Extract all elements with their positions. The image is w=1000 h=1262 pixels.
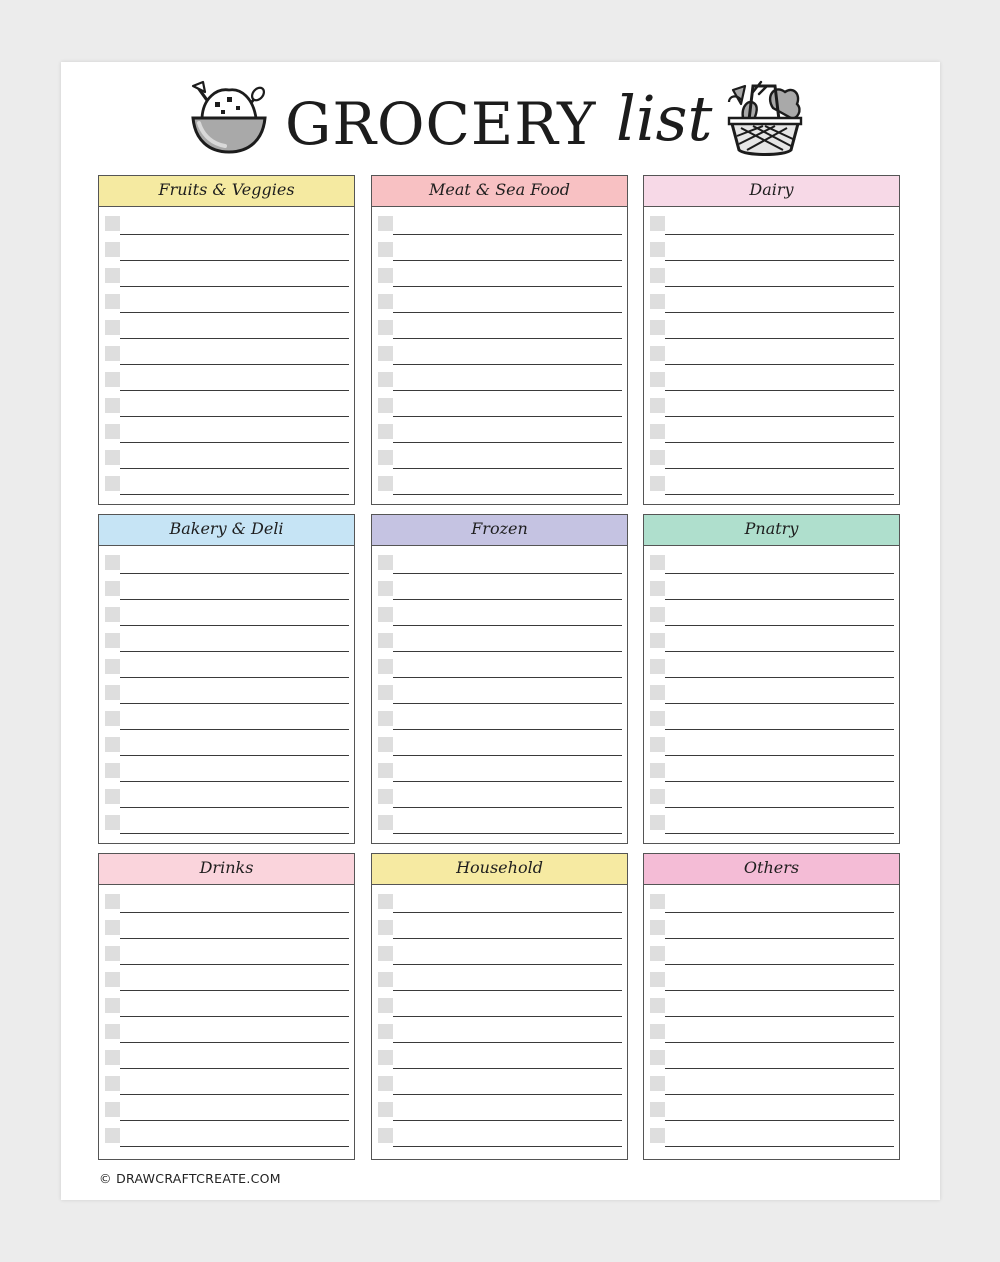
list-item (377, 548, 622, 574)
list-item (377, 261, 622, 287)
list-item (104, 965, 349, 991)
item-checkbox[interactable] (105, 398, 120, 413)
item-checkbox[interactable] (650, 972, 665, 987)
list-item (377, 574, 622, 600)
list-item (377, 965, 622, 991)
list-item (649, 939, 894, 965)
list-item (377, 808, 622, 834)
list-item (649, 678, 894, 704)
list-item (104, 782, 349, 808)
list-item (104, 1043, 349, 1069)
section-items (644, 885, 899, 1147)
section-items (372, 546, 627, 834)
item-checkbox[interactable] (650, 1128, 665, 1143)
list-item (649, 626, 894, 652)
grocery-list-sheet (61, 62, 940, 1200)
list-item (649, 574, 894, 600)
list-item (104, 313, 349, 339)
list-item (377, 235, 622, 261)
item-checkbox[interactable] (105, 242, 120, 257)
item-checkbox[interactable] (650, 476, 665, 491)
section-header: Fruits & Veggies (99, 176, 354, 207)
section-panel (371, 853, 628, 1160)
item-checkbox[interactable] (650, 346, 665, 361)
list-item (649, 652, 894, 678)
item-checkbox[interactable] (378, 1128, 393, 1143)
list-item (649, 391, 894, 417)
list-item (649, 443, 894, 469)
list-item (377, 1069, 622, 1095)
list-item (377, 1043, 622, 1069)
item-checkbox[interactable] (378, 242, 393, 257)
section-header: Drinks (99, 854, 354, 885)
list-item (649, 704, 894, 730)
list-item (649, 417, 894, 443)
list-item (104, 417, 349, 443)
item-checkbox[interactable] (650, 659, 665, 674)
list-item (649, 313, 894, 339)
section-items (372, 885, 627, 1147)
item-checkbox[interactable] (650, 216, 665, 231)
item-write-line[interactable] (665, 833, 894, 834)
item-checkbox[interactable] (378, 1102, 393, 1117)
item-checkbox[interactable] (105, 1024, 120, 1039)
list-item (649, 1043, 894, 1069)
list-item (649, 756, 894, 782)
item-checkbox[interactable] (650, 1050, 665, 1065)
item-checkbox[interactable] (105, 216, 120, 231)
item-checkbox[interactable] (650, 946, 665, 961)
list-item (377, 600, 622, 626)
item-checkbox[interactable] (378, 294, 393, 309)
item-checkbox[interactable] (650, 450, 665, 465)
item-checkbox[interactable] (378, 476, 393, 491)
section-header: Frozen (372, 515, 627, 546)
list-item (649, 1069, 894, 1095)
list-item (104, 600, 349, 626)
item-write-line[interactable] (120, 1146, 349, 1147)
item-checkbox[interactable] (105, 581, 120, 596)
list-item (104, 1069, 349, 1095)
section-items (644, 207, 899, 495)
item-checkbox[interactable] (378, 581, 393, 596)
item-checkbox[interactable] (650, 1076, 665, 1091)
list-item (377, 756, 622, 782)
list-item (377, 782, 622, 808)
section-items (99, 885, 354, 1147)
list-item (649, 365, 894, 391)
item-checkbox[interactable] (105, 946, 120, 961)
item-checkbox[interactable] (378, 1076, 393, 1091)
food-bowl-icon (189, 76, 269, 158)
section-items (372, 207, 627, 495)
item-write-line[interactable] (393, 833, 622, 834)
list-item (649, 339, 894, 365)
section-panel (643, 514, 900, 844)
item-checkbox[interactable] (105, 972, 120, 987)
list-item (649, 235, 894, 261)
list-item (377, 1017, 622, 1043)
item-checkbox[interactable] (105, 763, 120, 778)
list-item (104, 652, 349, 678)
item-checkbox[interactable] (650, 711, 665, 726)
list-item (104, 574, 349, 600)
list-item (649, 808, 894, 834)
section-panel (98, 853, 355, 1160)
section-panel (643, 853, 900, 1160)
item-checkbox[interactable] (650, 894, 665, 909)
list-item (104, 287, 349, 313)
item-write-line[interactable] (393, 494, 622, 495)
list-item (377, 287, 622, 313)
vegetable-basket-icon (725, 78, 805, 160)
item-write-line[interactable] (393, 1146, 622, 1147)
item-checkbox[interactable] (105, 920, 120, 935)
item-checkbox[interactable] (650, 555, 665, 570)
list-item (649, 600, 894, 626)
title-grocery: GROCERY (285, 90, 597, 158)
section-panel (371, 514, 628, 844)
item-checkbox[interactable] (650, 815, 665, 830)
list-item (377, 652, 622, 678)
list-item (377, 704, 622, 730)
item-checkbox[interactable] (105, 476, 120, 491)
section-header: Bakery & Deli (99, 515, 354, 546)
list-item (649, 730, 894, 756)
list-item (104, 704, 349, 730)
item-checkbox[interactable] (650, 607, 665, 622)
list-item (104, 443, 349, 469)
item-checkbox[interactable] (105, 633, 120, 648)
section-panel (98, 514, 355, 844)
list-item (104, 261, 349, 287)
item-checkbox[interactable] (378, 737, 393, 752)
list-item (377, 887, 622, 913)
item-checkbox[interactable] (378, 398, 393, 413)
item-checkbox[interactable] (378, 633, 393, 648)
item-checkbox[interactable] (105, 659, 120, 674)
list-item (104, 939, 349, 965)
item-checkbox[interactable] (378, 685, 393, 700)
list-item (377, 443, 622, 469)
list-item (377, 991, 622, 1017)
item-checkbox[interactable] (378, 424, 393, 439)
list-item (649, 548, 894, 574)
item-write-line[interactable] (120, 494, 349, 495)
item-checkbox[interactable] (378, 711, 393, 726)
item-checkbox[interactable] (378, 372, 393, 387)
section-items (99, 207, 354, 495)
list-item (377, 730, 622, 756)
item-checkbox[interactable] (105, 346, 120, 361)
item-checkbox[interactable] (105, 268, 120, 283)
list-item (104, 887, 349, 913)
list-item (104, 678, 349, 704)
item-checkbox[interactable] (378, 346, 393, 361)
list-item (649, 1095, 894, 1121)
list-item (104, 365, 349, 391)
item-checkbox[interactable] (105, 372, 120, 387)
list-item (104, 209, 349, 235)
list-item (649, 1121, 894, 1147)
list-item (377, 626, 622, 652)
item-checkbox[interactable] (378, 659, 393, 674)
title-list: list (616, 82, 713, 155)
item-checkbox[interactable] (378, 450, 393, 465)
item-checkbox[interactable] (105, 1102, 120, 1117)
list-item (649, 887, 894, 913)
item-checkbox[interactable] (378, 789, 393, 804)
item-checkbox[interactable] (378, 972, 393, 987)
list-item (104, 730, 349, 756)
section-items (644, 546, 899, 834)
item-checkbox[interactable] (378, 268, 393, 283)
item-checkbox[interactable] (378, 555, 393, 570)
list-item (104, 991, 349, 1017)
item-checkbox[interactable] (105, 1076, 120, 1091)
list-item (104, 626, 349, 652)
list-item (104, 1017, 349, 1043)
item-checkbox[interactable] (650, 920, 665, 935)
section-header: Others (644, 854, 899, 885)
list-item (377, 313, 622, 339)
item-checkbox[interactable] (105, 450, 120, 465)
list-item (377, 391, 622, 417)
item-checkbox[interactable] (378, 320, 393, 335)
list-item (104, 756, 349, 782)
list-item (104, 469, 349, 495)
list-item (377, 678, 622, 704)
item-checkbox[interactable] (378, 1024, 393, 1039)
list-item (649, 261, 894, 287)
item-checkbox[interactable] (105, 737, 120, 752)
item-checkbox[interactable] (105, 607, 120, 622)
list-item (377, 469, 622, 495)
section-panel (371, 175, 628, 505)
item-checkbox[interactable] (378, 894, 393, 909)
list-item (377, 417, 622, 443)
item-write-line[interactable] (120, 833, 349, 834)
list-item (649, 991, 894, 1017)
item-checkbox[interactable] (650, 685, 665, 700)
item-checkbox[interactable] (378, 607, 393, 622)
item-checkbox[interactable] (378, 763, 393, 778)
list-item (377, 939, 622, 965)
item-checkbox[interactable] (650, 398, 665, 413)
item-checkbox[interactable] (650, 1102, 665, 1117)
section-panel (98, 175, 355, 505)
section-header: Dairy (644, 176, 899, 207)
item-checkbox[interactable] (378, 216, 393, 231)
list-item (104, 548, 349, 574)
section-items (99, 546, 354, 834)
item-checkbox[interactable] (105, 815, 120, 830)
section-panel (643, 175, 900, 505)
item-checkbox[interactable] (105, 998, 120, 1013)
list-item (377, 365, 622, 391)
item-checkbox[interactable] (650, 581, 665, 596)
item-checkbox[interactable] (105, 555, 120, 570)
list-item (649, 469, 894, 495)
page-header (61, 76, 940, 176)
list-item (104, 808, 349, 834)
list-item (377, 1121, 622, 1147)
list-item (377, 1095, 622, 1121)
item-checkbox[interactable] (650, 998, 665, 1013)
list-item (104, 339, 349, 365)
item-checkbox[interactable] (650, 242, 665, 257)
item-checkbox[interactable] (378, 1050, 393, 1065)
list-item (649, 209, 894, 235)
item-checkbox[interactable] (650, 372, 665, 387)
section-header: Meat & Sea Food (372, 176, 627, 207)
item-checkbox[interactable] (650, 763, 665, 778)
list-item (104, 913, 349, 939)
item-checkbox[interactable] (105, 294, 120, 309)
list-item (377, 209, 622, 235)
list-item (104, 1095, 349, 1121)
section-header: Pnatry (644, 515, 899, 546)
item-checkbox[interactable] (378, 946, 393, 961)
item-checkbox[interactable] (105, 1128, 120, 1143)
item-checkbox[interactable] (650, 1024, 665, 1039)
list-item (377, 913, 622, 939)
item-write-line[interactable] (665, 494, 894, 495)
item-checkbox[interactable] (650, 268, 665, 283)
item-checkbox[interactable] (378, 998, 393, 1013)
item-checkbox[interactable] (650, 633, 665, 648)
list-item (104, 391, 349, 417)
list-item (649, 287, 894, 313)
item-checkbox[interactable] (650, 789, 665, 804)
item-write-line[interactable] (665, 1146, 894, 1147)
section-header: Household (372, 854, 627, 885)
item-checkbox[interactable] (105, 1050, 120, 1065)
item-checkbox[interactable] (378, 815, 393, 830)
item-checkbox[interactable] (105, 424, 120, 439)
item-checkbox[interactable] (105, 711, 120, 726)
item-checkbox[interactable] (105, 320, 120, 335)
list-item (649, 965, 894, 991)
item-checkbox[interactable] (650, 424, 665, 439)
item-checkbox[interactable] (650, 737, 665, 752)
item-checkbox[interactable] (105, 894, 120, 909)
item-checkbox[interactable] (105, 685, 120, 700)
copyright-footer: © DRAWCRAFTCREATE.COM (99, 1171, 281, 1186)
list-item (649, 913, 894, 939)
list-item (104, 1121, 349, 1147)
list-item (104, 235, 349, 261)
list-item (649, 1017, 894, 1043)
list-item (377, 339, 622, 365)
item-checkbox[interactable] (650, 320, 665, 335)
list-item (649, 782, 894, 808)
item-checkbox[interactable] (650, 294, 665, 309)
item-checkbox[interactable] (105, 789, 120, 804)
item-checkbox[interactable] (378, 920, 393, 935)
